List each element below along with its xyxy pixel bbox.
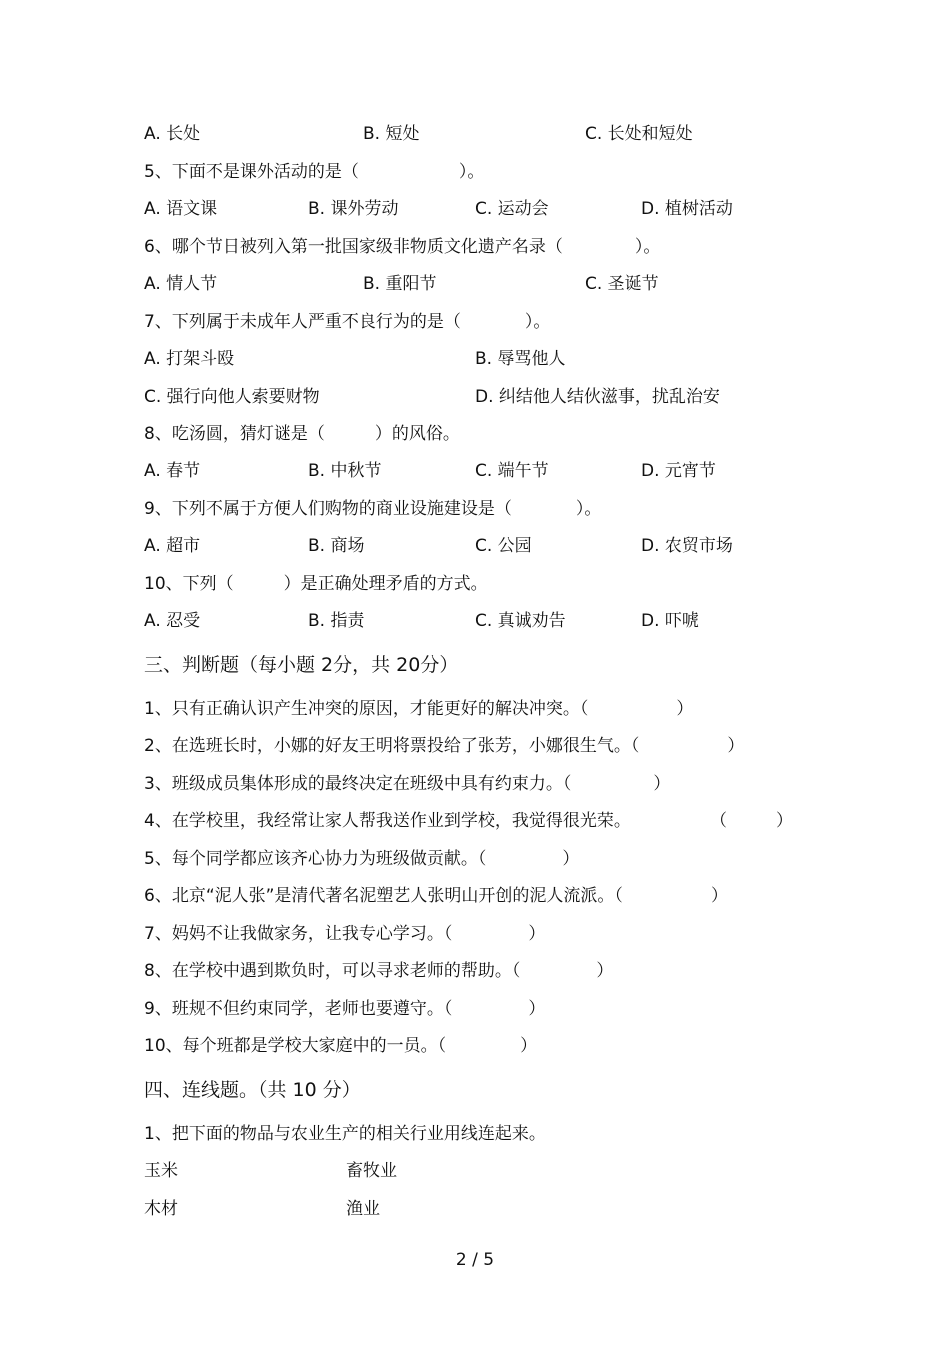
judge-2-text: 2、在选班长时，小娜的好友王明将票投给了张芳，小娜很生气。（ — [144, 736, 640, 756]
q4-option-b: B. 短处 — [363, 124, 420, 144]
page-number: 2 / 5 — [455, 1250, 495, 1270]
judge-4-text: 4、在学校里，我经常让家人帮我送作业到学校，我觉得很光荣。 — [144, 811, 631, 831]
judge-6-text: 6、北京“泥人张”是清代著名泥塑艺人张明山开创的泥人流派。（ — [144, 886, 623, 906]
q7-option-b: B. 辱骂他人 — [475, 349, 566, 369]
judge-4-blank[interactable] — [728, 808, 776, 834]
judge-9-text: 9、班规不但约束同学，老师也要遵守。（ — [144, 999, 453, 1019]
q7-text: 7、下列属于未成年人严重不良行为的是（ — [144, 312, 461, 332]
q7-option-c: C. 强行向他人索要财物 — [144, 387, 320, 407]
q10-option-b: B. 指责 — [308, 611, 365, 631]
q9-option-c: C. 公园 — [475, 536, 532, 556]
judge-1-close: ） — [676, 699, 694, 719]
judge-4-close: ） — [776, 811, 793, 831]
q10-option-d: D. 吓唬 — [641, 611, 699, 631]
q8-option-c: C. 端午节 — [475, 461, 549, 481]
match-right-item[interactable]: 渔业 — [346, 1199, 380, 1219]
q6-text: 6、哪个节日被列入第一批国家级非物质文化遗产名录（ — [144, 237, 563, 257]
judge-9-close: ） — [528, 999, 546, 1019]
judge-8-close: ） — [596, 961, 614, 981]
match-right-item[interactable]: 畜牧业 — [346, 1161, 397, 1181]
judge-item-5 — [144, 846, 579, 872]
section4-title: 四、连线题。（共 10 分） — [144, 1079, 361, 1101]
q7-option-a: A. 打架斗殴 — [144, 349, 235, 369]
q9-close: ）。 — [575, 499, 602, 519]
judge-item-2 — [144, 733, 744, 759]
q8-close: ）的风俗。 — [374, 424, 460, 444]
judge-5-close: ） — [562, 849, 580, 869]
judge-10-text: 10、每个班都是学校大家庭中的一员。（ — [144, 1036, 447, 1056]
q4-option-a: A. 长处 — [144, 124, 201, 144]
q6-question — [144, 234, 660, 260]
match-left-item[interactable]: 木材 — [144, 1199, 178, 1219]
judge-8-text: 8、在学校中遇到欺负时，可以寻求老师的帮助。（ — [144, 961, 521, 981]
judge-5-text: 5、每个同学都应该齐心协力为班级做贡献。（ — [144, 849, 487, 869]
q4-option-c: C. 长处和短处 — [585, 124, 693, 144]
q6-close: ）。 — [634, 237, 661, 257]
judge-1-text: 1、只有正确认识产生冲突的原因，才能更好的解决冲突。（ — [144, 699, 589, 719]
q6-option-c: C. 圣诞节 — [585, 274, 659, 294]
q9-option-b: B. 商场 — [308, 536, 365, 556]
judge-item-1 — [144, 696, 693, 722]
q9-question — [144, 496, 601, 522]
judge-item-7 — [144, 921, 545, 947]
q9-option-a: A. 超市 — [144, 536, 201, 556]
q10-option-c: C. 真诚劝告 — [475, 611, 566, 631]
q10-close: ）是正确处理矛盾的方式。 — [283, 574, 488, 594]
q10-text: 10、下列（ — [144, 574, 234, 594]
q7-question — [144, 309, 550, 335]
judge-3-text: 3、班级成员集体形成的最终决定在班级中具有约束力。（ — [144, 774, 572, 794]
q7-option-d: D. 纠结他人结伙滋事，扰乱治安 — [475, 387, 720, 407]
q5-option-a: A. 语文课 — [144, 199, 218, 219]
judge-item-3 — [144, 771, 670, 797]
q7-close: ）。 — [524, 312, 551, 332]
judge-6-close: ） — [710, 886, 728, 906]
q8-text: 8、吃汤圆，猜灯谜是（ — [144, 424, 325, 444]
q5-option-d: D. 植树活动 — [641, 199, 733, 219]
judge-item-9 — [144, 996, 545, 1022]
q8-option-d: D. 元宵节 — [641, 461, 716, 481]
q6-option-b: B. 重阳节 — [363, 274, 437, 294]
q5-option-c: C. 运动会 — [475, 199, 549, 219]
q10-option-a: A. 忍受 — [144, 611, 201, 631]
q8-option-a: A. 春节 — [144, 461, 201, 481]
q9-text: 9、下列不属于方便人们购物的商业设施建设是（ — [144, 499, 512, 519]
match-instruction: 1、把下面的物品与农业生产的相关行业用线连起来。 — [144, 1124, 546, 1144]
judge-3-close: ） — [653, 774, 671, 794]
judge-2-close: ） — [727, 736, 745, 756]
q8-option-b: B. 中秋节 — [308, 461, 382, 481]
judge-10-close: ） — [520, 1036, 538, 1056]
judge-4-open: （ — [710, 811, 727, 831]
q5-option-b: B. 课外劳动 — [308, 199, 399, 219]
judge-7-close: ） — [528, 924, 546, 944]
q9-option-d: D. 农贸市场 — [641, 536, 733, 556]
match-left-item[interactable]: 玉米 — [144, 1161, 178, 1181]
q5-close: ）。 — [458, 162, 485, 182]
judge-item-8 — [144, 958, 613, 984]
q6-option-a: A. 情人节 — [144, 274, 218, 294]
judge-item-4 — [144, 808, 793, 834]
q5-question — [144, 159, 484, 185]
judge-7-text: 7、妈妈不让我做家务，让我专心学习。（ — [144, 924, 453, 944]
section3-title: 三、判断题（每小题 2分，共 20分） — [144, 654, 459, 676]
judge-item-10 — [144, 1033, 537, 1059]
q10-question — [144, 571, 488, 597]
q5-text: 5、下面不是课外活动的是（ — [144, 162, 359, 182]
q8-question — [144, 421, 460, 447]
judge-item-6 — [144, 883, 728, 909]
